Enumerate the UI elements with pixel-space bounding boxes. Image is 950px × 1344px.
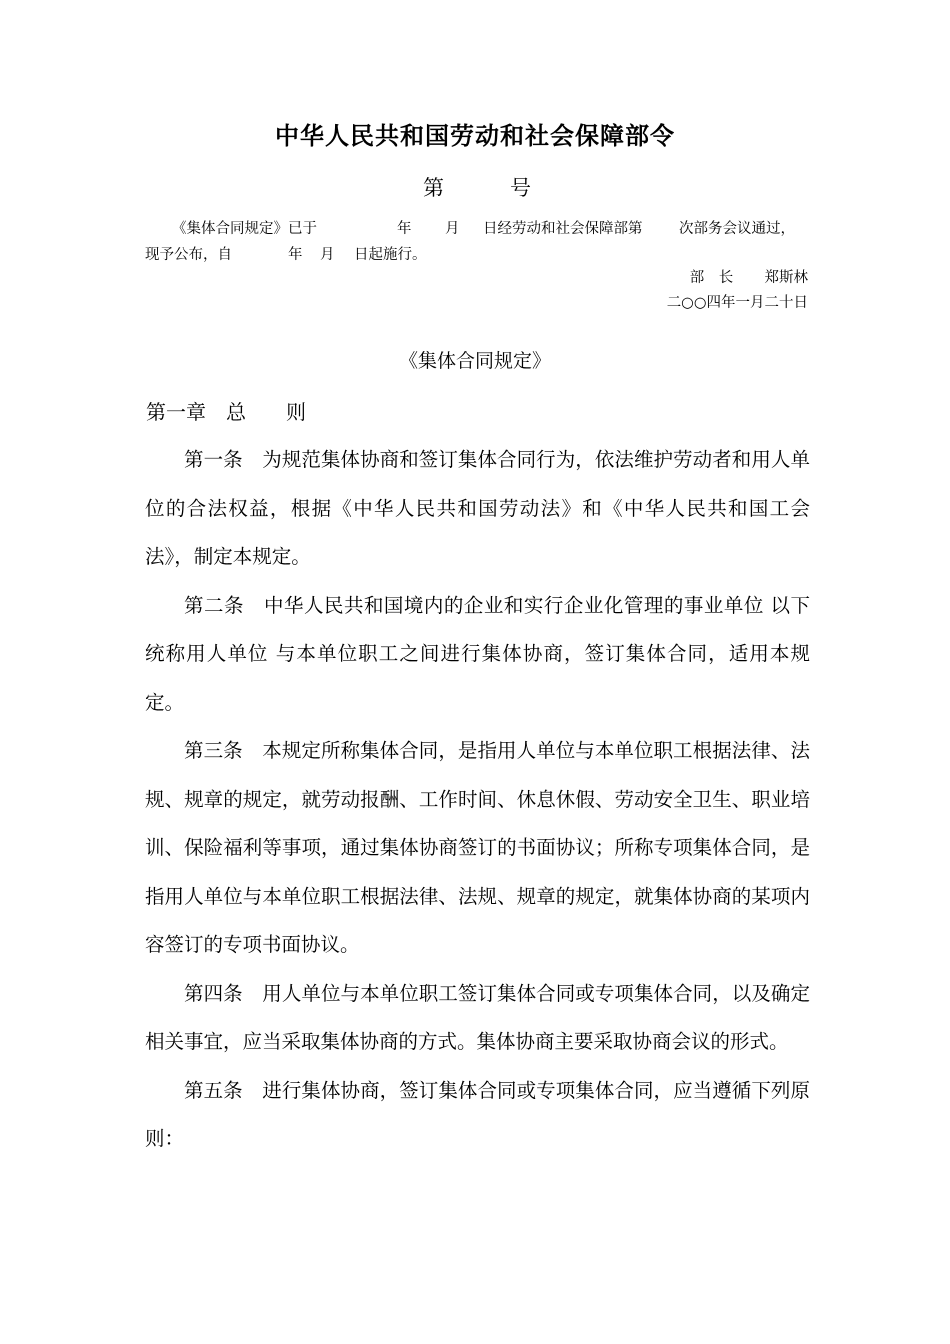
- regulation-body: [145, 436, 810, 1164]
- promulgation-text: 《集体合同规定》已于: [172, 221, 317, 237]
- decree-number-hao: 号: [510, 176, 531, 200]
- decree-number-di: 第: [423, 176, 444, 200]
- promulgation-text: 次部务会议通过，: [679, 221, 795, 237]
- effective-year: 年: [288, 247, 303, 263]
- article-3: 第三条 本规定所称集体合同，是指用人单位与本单位职工根据法律、法规、规章的规定，就劳动报酬、工作时间、休息休假、劳动安全卫生、职业培训、保险福利等事项，通过集体协商签订的书面协议；所称专项集体合同，是指用人单位与本单位职工根据法律、法规、规章的规定，就集体协商的某项内容签订的专项书面协议。: [145, 739, 810, 956]
- promulgation-text: 日经劳动和社会保障部第: [483, 221, 643, 237]
- signatory-row: [667, 266, 808, 291]
- promulgation-text: 日起施行。: [354, 247, 427, 263]
- promulgation-month: 月: [445, 221, 460, 237]
- promulgation-line-1: [145, 216, 810, 242]
- promulgation-paragraph: [145, 216, 810, 268]
- article-1: 第一条 为规范集体协商和签订集体合同行为，依法维护劳动者和用人单位的合法权益，根据《中华人民共和国劳动法》和《中华人民共和国工会法》，制定本规定。: [145, 448, 810, 568]
- promulgation-year: 年: [397, 221, 412, 237]
- chapter-heading: 第一章 总 则: [146, 400, 306, 424]
- regulation-title: 《集体合同规定》: [398, 350, 551, 372]
- decree-number: [0, 172, 950, 202]
- promulgation-text: 现予公布，自: [145, 247, 232, 263]
- effective-month: 月: [320, 247, 335, 263]
- signature-date: 二○○四年一月二十日: [666, 295, 808, 311]
- signatory-name: 郑斯林: [764, 270, 808, 286]
- signature-block: [667, 266, 808, 316]
- decree-title: 中华人民共和国劳动和社会保障部令: [275, 122, 675, 150]
- article-5: 第五条 进行集体协商，签订集体合同或专项集体合同，应当遵循下列原则：: [145, 1078, 810, 1150]
- promulgation-line-2: [145, 242, 810, 268]
- article-4: 第四条 用人单位与本单位职工签订集体合同或专项集体合同，以及确定相关事宜，应当采取集体协商的方式。集体协商主要采取协商会议的形式。: [145, 981, 810, 1053]
- signatory-position: 部 长: [689, 270, 734, 286]
- article-2: 第二条 中华人民共和国境内的企业和实行企业化管理的事业单位 以下统称用人单位 与本单位职工之间进行集体协商，签订集体合同，适用本规定。: [145, 593, 810, 714]
